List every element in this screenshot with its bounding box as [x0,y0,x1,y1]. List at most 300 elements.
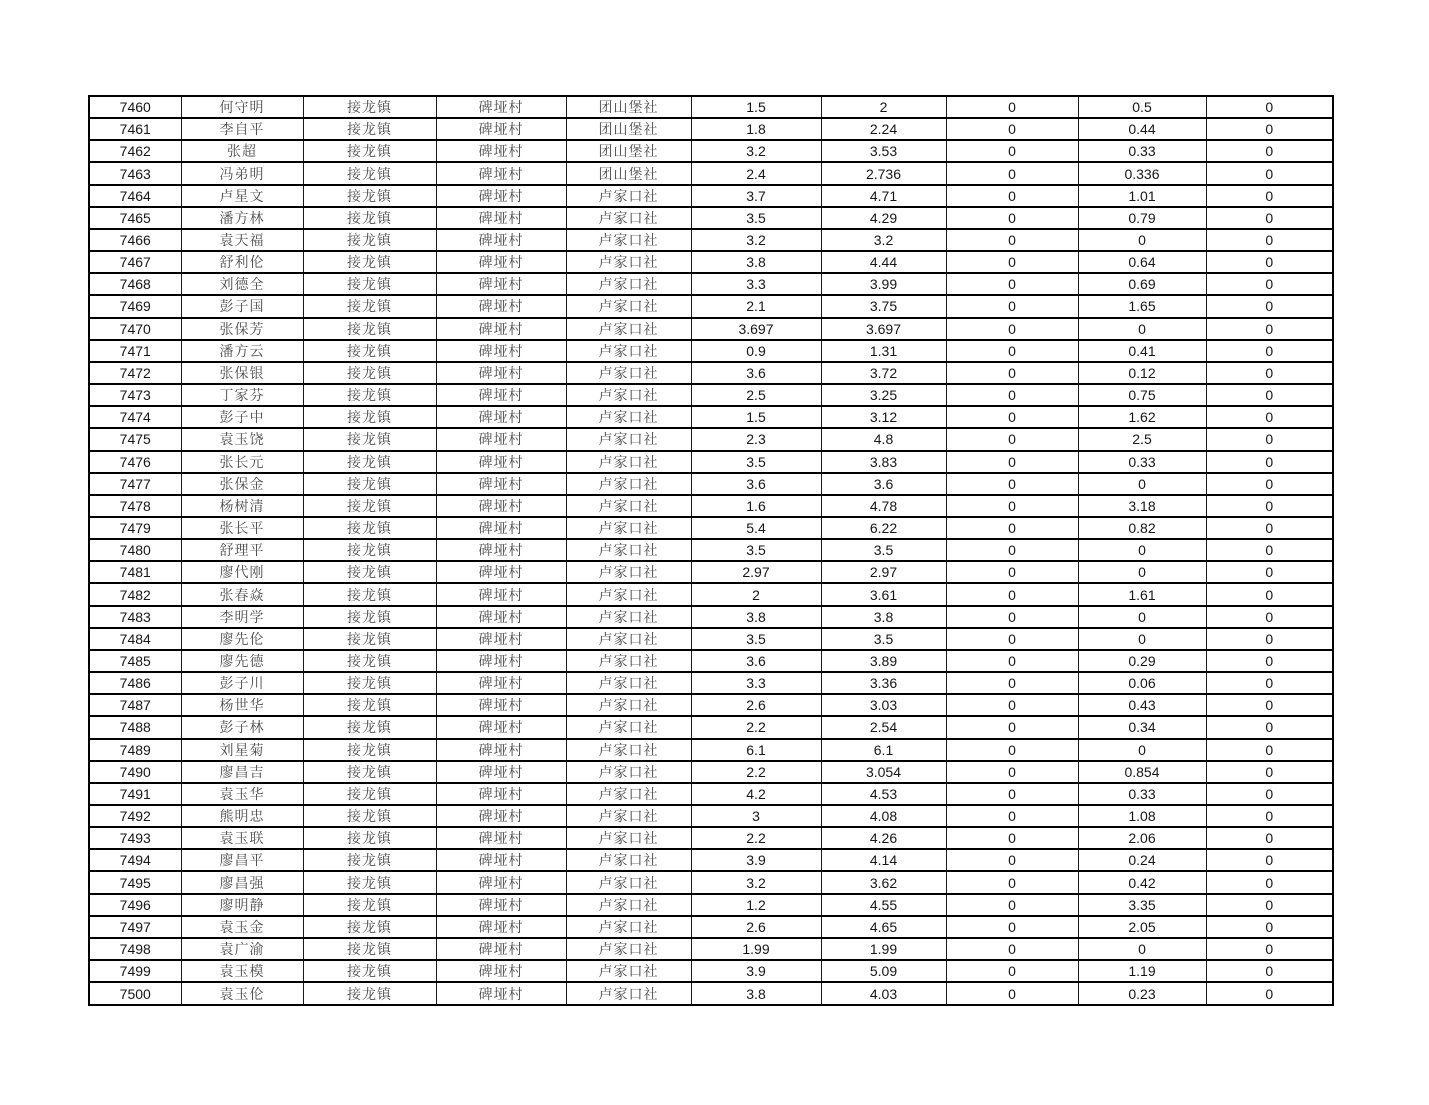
cell-value-5: 0 [1206,406,1333,428]
cell-value-2: 4.71 [821,185,946,207]
cell-value-4: 1.01 [1078,185,1206,207]
table-row [89,606,1333,628]
table-row [89,650,1333,672]
cell-hamlet: 卢家口社 [566,295,691,317]
cell-name: 张春焱 [181,583,303,605]
cell-name: 彭子国 [181,295,303,317]
cell-value-3: 0 [946,229,1078,251]
cell-name: 潘方云 [181,340,303,362]
cell-id: 7494 [89,849,181,871]
table-row [89,384,1333,406]
cell-id: 7474 [89,406,181,428]
cell-value-1: 1.5 [691,406,821,428]
table-row [89,273,1333,295]
cell-name: 张保芳 [181,318,303,340]
cell-name: 李明学 [181,606,303,628]
cell-village: 碑垭村 [436,916,566,938]
cell-name: 张保银 [181,362,303,384]
cell-name: 廖昌吉 [181,761,303,783]
cell-name: 彭子川 [181,672,303,694]
cell-value-5: 0 [1206,938,1333,960]
cell-id: 7472 [89,362,181,384]
cell-hamlet: 卢家口社 [566,406,691,428]
cell-village: 碑垭村 [436,628,566,650]
cell-id: 7463 [89,162,181,184]
cell-village: 碑垭村 [436,406,566,428]
cell-village: 碑垭村 [436,583,566,605]
cell-village: 碑垭村 [436,251,566,273]
cell-value-5: 0 [1206,384,1333,406]
cell-value-3: 0 [946,207,1078,229]
cell-town: 接龙镇 [303,384,436,406]
cell-village: 碑垭村 [436,517,566,539]
cell-hamlet: 卢家口社 [566,606,691,628]
cell-town: 接龙镇 [303,871,436,893]
cell-value-4: 0.336 [1078,162,1206,184]
cell-value-3: 0 [946,517,1078,539]
cell-value-1: 3.5 [691,539,821,561]
cell-value-1: 3.2 [691,140,821,162]
table-row [89,517,1333,539]
cell-hamlet: 卢家口社 [566,583,691,605]
cell-value-1: 1.5 [691,96,821,118]
cell-town: 接龙镇 [303,938,436,960]
cell-value-3: 0 [946,606,1078,628]
cell-town: 接龙镇 [303,960,436,982]
table-row [89,982,1333,1005]
cell-value-4: 1.08 [1078,805,1206,827]
cell-hamlet: 卢家口社 [566,716,691,738]
cell-id: 7468 [89,273,181,295]
cell-village: 碑垭村 [436,340,566,362]
cell-value-3: 0 [946,495,1078,517]
cell-id: 7467 [89,251,181,273]
cell-hamlet: 卢家口社 [566,539,691,561]
cell-value-4: 0.75 [1078,384,1206,406]
cell-value-3: 0 [946,694,1078,716]
cell-hamlet: 团山堡社 [566,162,691,184]
cell-value-3: 0 [946,805,1078,827]
cell-value-3: 0 [946,96,1078,118]
cell-village: 碑垭村 [436,805,566,827]
cell-value-1: 3.3 [691,273,821,295]
cell-value-2: 3.12 [821,406,946,428]
cell-value-2: 4.55 [821,894,946,916]
cell-hamlet: 卢家口社 [566,827,691,849]
cell-value-1: 2.1 [691,295,821,317]
cell-value-1: 2.3 [691,428,821,450]
cell-village: 碑垭村 [436,716,566,738]
cell-value-4: 0.33 [1078,451,1206,473]
table-row [89,916,1333,938]
cell-value-4: 2.5 [1078,428,1206,450]
cell-value-5: 0 [1206,805,1333,827]
cell-value-5: 0 [1206,827,1333,849]
cell-hamlet: 卢家口社 [566,229,691,251]
cell-value-1: 3.8 [691,251,821,273]
cell-value-5: 0 [1206,672,1333,694]
cell-value-1: 3.8 [691,982,821,1005]
cell-hamlet: 卢家口社 [566,739,691,761]
cell-name: 丁家芬 [181,384,303,406]
cell-value-4: 0.12 [1078,362,1206,384]
cell-value-2: 1.31 [821,340,946,362]
cell-name: 袁天福 [181,229,303,251]
cell-town: 接龙镇 [303,318,436,340]
cell-id: 7489 [89,739,181,761]
cell-value-4: 0 [1078,473,1206,495]
cell-name: 廖先德 [181,650,303,672]
cell-village: 碑垭村 [436,960,566,982]
cell-value-5: 0 [1206,894,1333,916]
cell-village: 碑垭村 [436,384,566,406]
cell-hamlet: 卢家口社 [566,318,691,340]
cell-village: 碑垭村 [436,207,566,229]
table-row [89,761,1333,783]
cell-value-2: 6.1 [821,739,946,761]
table-row [89,140,1333,162]
cell-hamlet: 卢家口社 [566,650,691,672]
cell-value-3: 0 [946,960,1078,982]
cell-value-5: 0 [1206,362,1333,384]
cell-village: 碑垭村 [436,561,566,583]
data-table [88,95,1334,1006]
cell-village: 碑垭村 [436,827,566,849]
cell-value-5: 0 [1206,982,1333,1005]
cell-hamlet: 卢家口社 [566,340,691,362]
cell-id: 7476 [89,451,181,473]
cell-value-2: 4.78 [821,495,946,517]
cell-value-1: 3.9 [691,849,821,871]
cell-value-1: 1.8 [691,118,821,140]
cell-town: 接龙镇 [303,140,436,162]
cell-id: 7490 [89,761,181,783]
cell-value-5: 0 [1206,495,1333,517]
cell-value-5: 0 [1206,871,1333,893]
cell-hamlet: 卢家口社 [566,982,691,1005]
cell-hamlet: 卢家口社 [566,185,691,207]
cell-value-5: 0 [1206,318,1333,340]
cell-town: 接龙镇 [303,739,436,761]
cell-name: 袁玉饶 [181,428,303,450]
cell-town: 接龙镇 [303,583,436,605]
cell-value-1: 2.2 [691,761,821,783]
cell-name: 袁玉伦 [181,982,303,1005]
cell-village: 碑垭村 [436,162,566,184]
cell-value-4: 0.41 [1078,340,1206,362]
cell-value-2: 3.5 [821,628,946,650]
cell-value-4: 0.29 [1078,650,1206,672]
cell-town: 接龙镇 [303,185,436,207]
cell-village: 碑垭村 [436,894,566,916]
cell-town: 接龙镇 [303,362,436,384]
cell-town: 接龙镇 [303,473,436,495]
table-row [89,428,1333,450]
cell-value-4: 0 [1078,318,1206,340]
cell-town: 接龙镇 [303,295,436,317]
cell-name: 袁玉联 [181,827,303,849]
cell-town: 接龙镇 [303,606,436,628]
cell-value-5: 0 [1206,162,1333,184]
cell-value-2: 3.03 [821,694,946,716]
cell-value-2: 1.99 [821,938,946,960]
cell-value-1: 2.4 [691,162,821,184]
cell-value-2: 4.44 [821,251,946,273]
cell-value-5: 0 [1206,628,1333,650]
cell-name: 杨世华 [181,694,303,716]
cell-name: 张超 [181,140,303,162]
cell-town: 接龙镇 [303,273,436,295]
table-row [89,871,1333,893]
cell-id: 7478 [89,495,181,517]
cell-id: 7499 [89,960,181,982]
cell-hamlet: 卢家口社 [566,849,691,871]
table-row [89,694,1333,716]
cell-hamlet: 团山堡社 [566,118,691,140]
cell-value-3: 0 [946,118,1078,140]
cell-hamlet: 卢家口社 [566,694,691,716]
cell-value-1: 1.6 [691,495,821,517]
cell-village: 碑垭村 [436,783,566,805]
cell-value-3: 0 [946,340,1078,362]
table-row [89,938,1333,960]
cell-town: 接龙镇 [303,495,436,517]
cell-id: 7484 [89,628,181,650]
cell-value-5: 0 [1206,140,1333,162]
cell-value-5: 0 [1206,229,1333,251]
cell-id: 7483 [89,606,181,628]
cell-value-3: 0 [946,162,1078,184]
cell-value-4: 0.42 [1078,871,1206,893]
cell-town: 接龙镇 [303,96,436,118]
cell-town: 接龙镇 [303,982,436,1005]
cell-name: 卢星文 [181,185,303,207]
cell-village: 碑垭村 [436,96,566,118]
cell-value-5: 0 [1206,561,1333,583]
cell-value-3: 0 [946,827,1078,849]
cell-value-4: 0.06 [1078,672,1206,694]
cell-value-4: 0 [1078,938,1206,960]
cell-value-3: 0 [946,251,1078,273]
cell-value-1: 2.2 [691,716,821,738]
cell-hamlet: 卢家口社 [566,428,691,450]
cell-town: 接龙镇 [303,805,436,827]
cell-value-4: 0 [1078,561,1206,583]
cell-town: 接龙镇 [303,118,436,140]
cell-town: 接龙镇 [303,561,436,583]
cell-town: 接龙镇 [303,251,436,273]
cell-value-2: 3.8 [821,606,946,628]
cell-value-1: 3.3 [691,672,821,694]
cell-value-5: 0 [1206,539,1333,561]
cell-hamlet: 卢家口社 [566,871,691,893]
cell-name: 舒理平 [181,539,303,561]
cell-village: 碑垭村 [436,495,566,517]
cell-value-2: 3.72 [821,362,946,384]
cell-value-4: 0.33 [1078,783,1206,805]
cell-hamlet: 卢家口社 [566,273,691,295]
cell-value-2: 3.53 [821,140,946,162]
cell-hamlet: 卢家口社 [566,960,691,982]
cell-value-3: 0 [946,473,1078,495]
cell-value-1: 3.7 [691,185,821,207]
cell-value-1: 2.2 [691,827,821,849]
cell-value-1: 2.5 [691,384,821,406]
table-row [89,783,1333,805]
cell-village: 碑垭村 [436,672,566,694]
cell-value-3: 0 [946,761,1078,783]
table-row [89,583,1333,605]
table-row [89,207,1333,229]
cell-value-1: 1.2 [691,894,821,916]
cell-value-2: 4.26 [821,827,946,849]
cell-hamlet: 卢家口社 [566,251,691,273]
cell-town: 接龙镇 [303,162,436,184]
cell-name: 熊明忠 [181,805,303,827]
cell-id: 7498 [89,938,181,960]
table-row [89,406,1333,428]
cell-name: 彭子林 [181,716,303,738]
cell-value-2: 3.697 [821,318,946,340]
cell-value-5: 0 [1206,340,1333,362]
cell-value-1: 3.6 [691,362,821,384]
cell-village: 碑垭村 [436,118,566,140]
cell-value-2: 6.22 [821,517,946,539]
cell-id: 7486 [89,672,181,694]
cell-town: 接龙镇 [303,650,436,672]
cell-value-5: 0 [1206,849,1333,871]
cell-village: 碑垭村 [436,982,566,1005]
cell-value-1: 3.697 [691,318,821,340]
cell-town: 接龙镇 [303,694,436,716]
cell-town: 接龙镇 [303,517,436,539]
table-row [89,805,1333,827]
cell-hamlet: 卢家口社 [566,628,691,650]
cell-value-4: 0.23 [1078,982,1206,1005]
cell-hamlet: 卢家口社 [566,761,691,783]
cell-name: 刘德全 [181,273,303,295]
cell-value-3: 0 [946,938,1078,960]
cell-hamlet: 卢家口社 [566,783,691,805]
cell-value-2: 2 [821,96,946,118]
cell-value-3: 0 [946,428,1078,450]
cell-village: 碑垭村 [436,606,566,628]
cell-value-3: 0 [946,894,1078,916]
cell-village: 碑垭村 [436,761,566,783]
cell-value-2: 4.29 [821,207,946,229]
cell-name: 张长元 [181,451,303,473]
cell-value-1: 5.4 [691,517,821,539]
table-row [89,96,1333,118]
cell-name: 潘方林 [181,207,303,229]
cell-value-1: 2.6 [691,694,821,716]
table-row [89,295,1333,317]
cell-town: 接龙镇 [303,207,436,229]
table-row [89,118,1333,140]
cell-value-2: 4.03 [821,982,946,1005]
cell-name: 李自平 [181,118,303,140]
cell-value-5: 0 [1206,251,1333,273]
cell-id: 7460 [89,96,181,118]
cell-value-1: 6.1 [691,739,821,761]
cell-village: 碑垭村 [436,938,566,960]
cell-value-4: 0.43 [1078,694,1206,716]
cell-town: 接龙镇 [303,628,436,650]
cell-id: 7492 [89,805,181,827]
cell-id: 7461 [89,118,181,140]
cell-value-3: 0 [946,739,1078,761]
table-row [89,849,1333,871]
cell-hamlet: 卢家口社 [566,517,691,539]
cell-id: 7462 [89,140,181,162]
cell-town: 接龙镇 [303,849,436,871]
cell-id: 7488 [89,716,181,738]
cell-village: 碑垭村 [436,451,566,473]
cell-value-5: 0 [1206,739,1333,761]
table-row [89,229,1333,251]
cell-value-3: 0 [946,539,1078,561]
cell-id: 7481 [89,561,181,583]
cell-village: 碑垭村 [436,428,566,450]
cell-value-2: 4.14 [821,849,946,871]
cell-id: 7487 [89,694,181,716]
cell-value-2: 4.8 [821,428,946,450]
cell-town: 接龙镇 [303,894,436,916]
cell-hamlet: 卢家口社 [566,916,691,938]
cell-value-3: 0 [946,384,1078,406]
cell-town: 接龙镇 [303,229,436,251]
cell-name: 袁玉华 [181,783,303,805]
cell-value-4: 0 [1078,539,1206,561]
cell-name: 廖明静 [181,894,303,916]
cell-value-2: 3.61 [821,583,946,605]
cell-value-4: 1.19 [1078,960,1206,982]
cell-id: 7470 [89,318,181,340]
cell-village: 碑垭村 [436,229,566,251]
cell-value-1: 3.5 [691,451,821,473]
table-row [89,894,1333,916]
cell-hamlet: 卢家口社 [566,362,691,384]
table-row [89,716,1333,738]
cell-id: 7495 [89,871,181,893]
cell-id: 7482 [89,583,181,605]
cell-id: 7465 [89,207,181,229]
cell-village: 碑垭村 [436,295,566,317]
cell-value-4: 0.24 [1078,849,1206,871]
cell-value-1: 2.6 [691,916,821,938]
cell-value-2: 3.62 [821,871,946,893]
cell-value-2: 3.99 [821,273,946,295]
cell-value-3: 0 [946,583,1078,605]
cell-value-5: 0 [1206,207,1333,229]
cell-name: 刘星菊 [181,739,303,761]
cell-name: 杨树清 [181,495,303,517]
cell-value-2: 3.054 [821,761,946,783]
table-row [89,162,1333,184]
cell-value-5: 0 [1206,606,1333,628]
cell-value-1: 3.6 [691,473,821,495]
table-row [89,628,1333,650]
cell-value-3: 0 [946,406,1078,428]
cell-hamlet: 卢家口社 [566,495,691,517]
cell-hamlet: 卢家口社 [566,894,691,916]
cell-value-2: 3.83 [821,451,946,473]
cell-value-3: 0 [946,672,1078,694]
cell-village: 碑垭村 [436,362,566,384]
cell-value-2: 3.6 [821,473,946,495]
cell-value-5: 0 [1206,185,1333,207]
cell-value-3: 0 [946,982,1078,1005]
